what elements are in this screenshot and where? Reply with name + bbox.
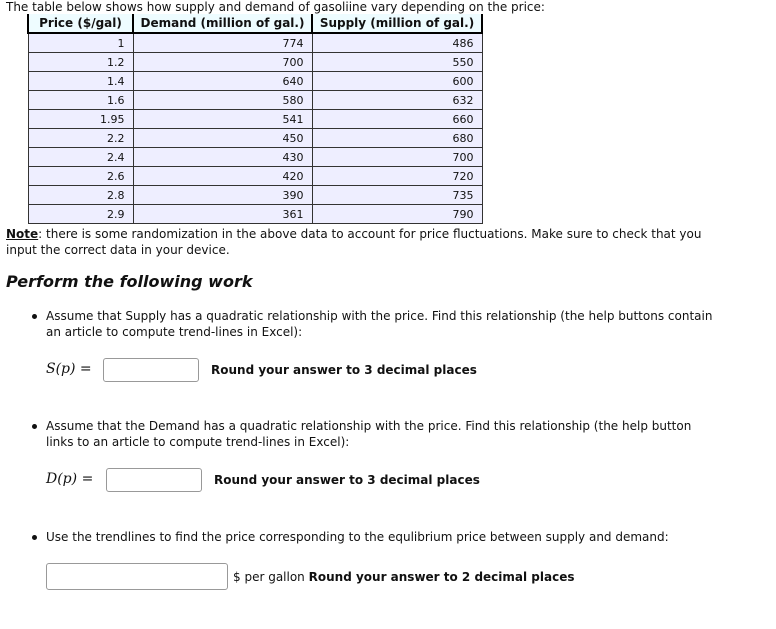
question-text: Use the trendlines to find the price corresponding to the equlibrium price between supply and demand: [46, 530, 669, 544]
table-cell: 486 [312, 33, 482, 53]
table-cell: 1.95 [28, 110, 133, 129]
table-cell: 420 [133, 167, 312, 186]
supply-function: S(p) [46, 361, 76, 377]
table-cell: 632 [312, 91, 482, 110]
question-supply [46, 308, 716, 340]
table-row [28, 110, 482, 129]
demand-hint: Round your answer to 3 decimal places [214, 473, 480, 487]
table-row [28, 72, 482, 91]
demand-label [46, 471, 93, 487]
note-text: : there is some randomization in the above data to account for price fluctuations. Make sure to check that you input the correct data in your device. [6, 227, 702, 257]
bullet-icon [32, 535, 37, 540]
table-cell: 2.6 [28, 167, 133, 186]
column-header: Price ($/gal) [28, 14, 133, 33]
table-cell: 1.4 [28, 72, 133, 91]
bullet-icon [32, 314, 37, 319]
supply-hint: Round your answer to 3 decimal places [211, 363, 477, 377]
note-label: Note [6, 227, 39, 241]
table-cell: 390 [133, 186, 312, 205]
table-cell: 720 [312, 167, 482, 186]
table-cell: 600 [312, 72, 482, 91]
table-cell: 580 [133, 91, 312, 110]
equilibrium-hint [233, 570, 575, 584]
data-table [27, 14, 483, 224]
column-header: Demand (million of gal.) [133, 14, 312, 33]
table-cell: 550 [312, 53, 482, 72]
table-cell: 790 [312, 205, 482, 224]
question-text: Assume that Supply has a quadratic relationship with the price. Find this relationship (the help buttons contain an article to compute trend-lines in Excel): [46, 309, 713, 339]
table-cell: 2.8 [28, 186, 133, 205]
intro-text: The table below shows how supply and demand of gasoliine vary depending on the price: [6, 0, 545, 14]
section-heading: Perform the following work [6, 272, 253, 291]
table-cell: 735 [312, 186, 482, 205]
supply-input[interactable] [103, 358, 199, 382]
table-cell: 774 [133, 33, 312, 53]
table-row [28, 91, 482, 110]
equals-sign: = [77, 471, 94, 487]
bullet-icon [32, 424, 37, 429]
table-cell: 541 [133, 110, 312, 129]
table-cell: 680 [312, 129, 482, 148]
table-cell: 640 [133, 72, 312, 91]
supply-label [46, 361, 92, 377]
note [6, 226, 706, 258]
table-row [28, 167, 482, 186]
table-row [28, 148, 482, 167]
table-cell: 430 [133, 148, 312, 167]
table-cell: 361 [133, 205, 312, 224]
rounding-hint: Round your answer to 2 decimal places [308, 570, 575, 584]
demand-function: D(p) [46, 471, 78, 487]
table-cell: 700 [312, 148, 482, 167]
equals-sign: = [75, 361, 92, 377]
table-cell: 1.2 [28, 53, 133, 72]
table-row [28, 205, 482, 224]
table-row [28, 129, 482, 148]
demand-input[interactable] [106, 468, 202, 492]
question-demand [46, 418, 716, 450]
unit-text: $ per gallon [233, 570, 305, 584]
table-cell: 700 [133, 53, 312, 72]
table-cell: 2.9 [28, 205, 133, 224]
table-cell: 660 [312, 110, 482, 129]
table-cell: 1 [28, 33, 133, 53]
equilibrium-price-input[interactable] [46, 563, 228, 590]
question-text: Assume that the Demand has a quadratic relationship with the price. Find this relationship (the help button links to an article to compute trend-lines in Excel): [46, 419, 692, 449]
question-equilibrium [46, 529, 716, 545]
column-header: Supply (million of gal.) [312, 14, 482, 33]
table-cell: 2.2 [28, 129, 133, 148]
table-row [28, 186, 482, 205]
table-row [28, 53, 482, 72]
table-cell: 450 [133, 129, 312, 148]
table-cell: 2.4 [28, 148, 133, 167]
table-row [28, 33, 482, 53]
table-cell: 1.6 [28, 91, 133, 110]
